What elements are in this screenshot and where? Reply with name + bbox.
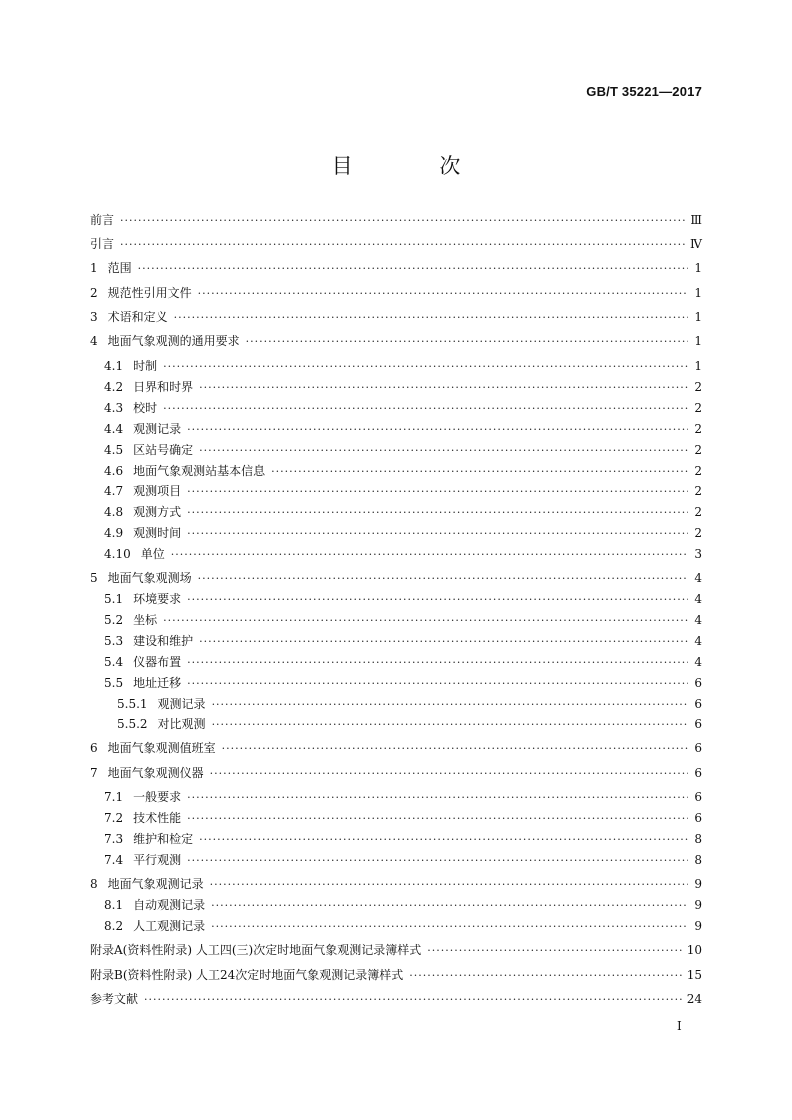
toc-entry-text: 对比观测 — [157, 717, 206, 731]
toc-entry[interactable] — [90, 877, 702, 892]
toc-entry-number: 7.2 — [104, 811, 124, 825]
toc-entry-number: 4.9 — [104, 526, 124, 540]
toc-entry-label — [104, 634, 199, 649]
toc-entry-label — [104, 790, 187, 805]
toc-entry-page: 4 — [694, 592, 702, 606]
toc-entry-text: 人工观测记录 — [133, 919, 206, 933]
toc-entry-label — [90, 334, 246, 349]
toc-entry[interactable] — [90, 359, 702, 374]
dot-leader — [409, 968, 682, 983]
toc-entry[interactable] — [90, 968, 702, 983]
toc-entry-text: 仪器布置 — [133, 655, 182, 669]
toc-entry-number: 5.2 — [104, 613, 124, 627]
toc-entry-number: 4.10 — [104, 547, 131, 561]
toc-entry-text: 区站号确定 — [133, 443, 194, 457]
toc-entry[interactable] — [90, 697, 702, 712]
toc-entry-text: 建设和维护 — [133, 634, 194, 648]
dot-leader — [187, 422, 688, 437]
toc-entry-label — [90, 766, 210, 781]
toc-entry-text: 地面气象观测值班室 — [107, 741, 216, 755]
toc-entry-text: 术语和定义 — [107, 310, 168, 324]
toc-entry-number: 8.2 — [104, 919, 124, 933]
toc-entry[interactable] — [90, 286, 702, 301]
toc-entry-number: 5.3 — [104, 634, 124, 648]
toc-entry-text: 地面气象观测记录 — [107, 877, 204, 891]
toc-entry-number: 4.4 — [104, 422, 124, 436]
toc-entry[interactable] — [90, 717, 702, 732]
dot-leader — [187, 655, 688, 670]
dot-leader — [144, 992, 683, 1007]
toc-entry[interactable] — [90, 547, 702, 562]
standard-number: GB/T 35221—2017 — [586, 84, 702, 99]
toc-entry-number: 5.4 — [104, 655, 124, 669]
toc-entry[interactable] — [90, 811, 702, 826]
dot-leader — [246, 334, 688, 349]
toc-entry-number: 7.4 — [104, 853, 124, 867]
toc-entry-number: 8.1 — [104, 898, 124, 912]
toc-entry-label — [104, 359, 163, 374]
toc-entry-text: 地址迁移 — [133, 676, 182, 690]
toc-entry-page: 4 — [694, 613, 702, 627]
dot-leader — [199, 443, 688, 458]
dot-leader — [210, 766, 688, 781]
toc-entry-label — [104, 919, 211, 934]
page-number: I — [677, 1019, 682, 1033]
toc-entry-number: 4.6 — [104, 464, 124, 478]
toc-entry-label — [104, 380, 199, 395]
toc-entry-page: 6 — [694, 676, 702, 690]
toc-entry-label — [90, 261, 138, 276]
toc-entry-number: 4.2 — [104, 380, 124, 394]
toc-entry-text: 地面气象观测站基本信息 — [133, 464, 266, 478]
dot-leader — [187, 484, 688, 499]
toc-entry[interactable] — [90, 766, 702, 781]
dot-leader — [198, 571, 688, 586]
toc-entry-page: 2 — [694, 526, 702, 540]
toc-entry-page: 8 — [694, 853, 702, 867]
toc-entry[interactable] — [90, 853, 702, 868]
toc-entry-number: 5 — [90, 571, 98, 585]
toc-entry-page: 2 — [694, 380, 702, 394]
toc-entry-label — [104, 547, 171, 562]
toc-entry-label — [104, 898, 211, 913]
toc-entry-label — [90, 741, 222, 756]
toc-entry-label — [104, 676, 187, 691]
toc-entry-page: 6 — [694, 811, 702, 825]
dot-leader — [199, 380, 688, 395]
toc-entry-label — [104, 592, 187, 607]
toc-entry-number: 3 — [90, 310, 98, 324]
toc-entry[interactable] — [90, 484, 702, 499]
toc-entry[interactable] — [90, 526, 702, 541]
toc-entry-text: 观测记录 — [157, 697, 206, 711]
toc-entry[interactable] — [90, 443, 702, 458]
toc-entry[interactable] — [90, 613, 702, 628]
toc-entry-label — [104, 484, 187, 499]
toc-entry-text: 一般要求 — [133, 790, 182, 804]
toc-entry-text: 观测方式 — [133, 505, 182, 519]
toc-entry[interactable] — [90, 898, 702, 913]
toc-entry-label — [104, 655, 187, 670]
toc-entry[interactable] — [90, 464, 702, 479]
toc-entry-number: 1 — [90, 261, 98, 275]
toc-entry-number: 4.3 — [104, 401, 124, 415]
dot-leader — [222, 741, 688, 756]
toc-entry-number: 7.1 — [104, 790, 124, 804]
dot-leader — [187, 811, 688, 826]
toc-entry[interactable] — [90, 334, 702, 349]
dot-leader — [187, 853, 688, 868]
toc-entry-label — [117, 717, 212, 732]
toc-entry-label — [104, 853, 187, 868]
dot-leader — [187, 526, 688, 541]
toc-entry-page: 4 — [694, 571, 702, 585]
toc-entry-label — [90, 571, 198, 586]
toc-entry-page: 6 — [694, 766, 702, 780]
toc-entry[interactable] — [90, 422, 702, 437]
toc-entry-page: 2 — [694, 505, 702, 519]
toc-entry-label — [104, 464, 271, 479]
dot-leader — [187, 592, 688, 607]
toc-entry-label — [90, 237, 120, 252]
toc-entry-number: 2 — [90, 286, 98, 300]
toc-entry-page: 6 — [694, 790, 702, 804]
toc-entry-label — [104, 401, 163, 416]
toc-entry[interactable] — [90, 571, 702, 586]
toc-entry-number: 4 — [90, 334, 98, 348]
toc-entry-label — [117, 697, 212, 712]
toc-entry-page: 2 — [694, 422, 702, 436]
toc-entry-text: 技术性能 — [133, 811, 182, 825]
toc-entry-text: 附录B(资料性附录) 人工24次定时地面气象观测记录簿样式 — [90, 968, 404, 982]
toc-entry-text: 地面气象观测场 — [107, 571, 192, 585]
toc-entry-page: 2 — [694, 443, 702, 457]
toc-entry-number: 7.3 — [104, 832, 124, 846]
dot-leader — [163, 613, 688, 628]
dot-leader — [120, 237, 686, 252]
toc-entry-label — [104, 811, 187, 826]
toc-entry-number: 5.1 — [104, 592, 124, 606]
dot-leader — [171, 547, 688, 562]
toc-entry-text: 坐标 — [133, 613, 158, 627]
toc-entry-page: 2 — [694, 484, 702, 498]
toc-entry-text: 自动观测记录 — [133, 898, 206, 912]
toc-entry-label — [90, 310, 174, 325]
toc-entry[interactable] — [90, 213, 702, 228]
dot-leader — [211, 898, 688, 913]
dot-leader — [163, 401, 688, 416]
toc-entry[interactable] — [90, 832, 702, 847]
toc-entry-text: 校时 — [133, 401, 158, 415]
toc-entry-page: 4 — [694, 634, 702, 648]
toc-entry-page: 1 — [694, 261, 702, 275]
toc-entry-label — [104, 443, 199, 458]
toc-entry-text: 规范性引用文件 — [107, 286, 192, 300]
dot-leader — [199, 832, 688, 847]
toc-entry-page: 9 — [694, 898, 702, 912]
toc-entry-page: 1 — [694, 286, 702, 300]
toc-entry-label — [104, 422, 187, 437]
dot-leader — [198, 286, 688, 301]
toc-entry-text: 范围 — [107, 261, 132, 275]
toc-entry[interactable] — [90, 741, 702, 756]
toc-entry-page: 10 — [686, 943, 702, 957]
toc-entry-label — [90, 213, 120, 228]
toc-entry[interactable] — [90, 261, 702, 276]
toc-entry-page: 8 — [694, 832, 702, 846]
toc-entry-text: 观测项目 — [133, 484, 182, 498]
toc-entry-number: 6 — [90, 741, 98, 755]
toc-entry[interactable] — [90, 592, 702, 607]
toc-entry-page: 24 — [686, 992, 702, 1006]
toc-entry-number: 5.5.2 — [117, 717, 148, 731]
toc-entry-text: 维护和检定 — [133, 832, 194, 846]
toc-entry-page: 2 — [694, 401, 702, 415]
toc-entry[interactable] — [90, 676, 702, 691]
toc-entry-label — [90, 968, 409, 983]
toc-entry[interactable] — [90, 380, 702, 395]
toc-entry-page: 9 — [694, 877, 702, 891]
toc-entry-text: 地面气象观测仪器 — [107, 766, 204, 780]
toc-entry-page: 6 — [694, 697, 702, 711]
toc-entry-number: 5.5.1 — [117, 697, 148, 711]
toc-entry-page: Ⅲ — [690, 213, 702, 227]
dot-leader — [427, 943, 683, 958]
toc-entry[interactable] — [90, 505, 702, 520]
dot-leader — [187, 505, 688, 520]
toc-entry-page: 9 — [694, 919, 702, 933]
toc-entry-page: 1 — [694, 359, 702, 373]
toc-entry-page: 1 — [694, 334, 702, 348]
dot-leader — [271, 464, 688, 479]
toc-entry-page: 15 — [686, 968, 702, 982]
toc-entry-number: 4.5 — [104, 443, 124, 457]
toc-entry-number: 4.8 — [104, 505, 124, 519]
toc-entry-text: 单位 — [140, 547, 165, 561]
toc-entry[interactable] — [90, 943, 702, 958]
dot-leader — [210, 877, 688, 892]
toc-entry-text: 引言 — [90, 237, 115, 251]
toc-entry-page: 6 — [694, 717, 702, 731]
toc-entry[interactable] — [90, 655, 702, 670]
dot-leader — [163, 359, 688, 374]
toc-entry[interactable] — [90, 790, 702, 805]
toc-entry[interactable] — [90, 401, 702, 416]
toc-entry-text: 平行观测 — [133, 853, 182, 867]
toc-entry-number: 7 — [90, 766, 98, 780]
dot-leader — [211, 919, 688, 934]
toc-entry-page: 2 — [694, 464, 702, 478]
toc-entry-label — [90, 943, 427, 958]
toc-entry-text: 参考文献 — [90, 992, 139, 1006]
toc-entry-number: 4.7 — [104, 484, 124, 498]
toc-entry-label — [90, 286, 198, 301]
toc-entry-label — [104, 505, 187, 520]
toc-entry-number: 4.1 — [104, 359, 124, 373]
dot-leader — [120, 213, 686, 228]
page-title: 目 次 — [331, 154, 501, 178]
toc-entry-number: 5.5 — [104, 676, 124, 690]
toc-entry-page: Ⅳ — [690, 237, 702, 251]
toc-entry-page: 6 — [694, 741, 702, 755]
dot-leader — [174, 310, 688, 325]
toc-entry[interactable] — [90, 992, 702, 1007]
toc-entry-text: 观测记录 — [133, 422, 182, 436]
toc-entry-text: 观测时间 — [133, 526, 182, 540]
toc-entry-text: 时制 — [133, 359, 158, 373]
toc-entry-page: 4 — [694, 655, 702, 669]
toc-entry-label — [104, 526, 187, 541]
toc-entry-label — [104, 832, 199, 847]
toc-entry-text: 地面气象观测的通用要求 — [107, 334, 240, 348]
dot-leader — [138, 261, 688, 276]
toc-entry-text: 日界和时界 — [133, 380, 194, 394]
toc-entry[interactable] — [90, 237, 702, 252]
toc-entry[interactable] — [90, 634, 702, 649]
toc-entry[interactable] — [90, 310, 702, 325]
dot-leader — [187, 790, 688, 805]
toc-entry-label — [90, 992, 144, 1007]
dot-leader — [212, 717, 688, 732]
dot-leader — [187, 676, 688, 691]
toc-entry-number: 8 — [90, 877, 98, 891]
toc-entry-text: 附录A(资料性附录) 人工四(三)次定时地面气象观测记录簿样式 — [90, 943, 422, 957]
toc-entry-page: 3 — [694, 547, 702, 561]
dot-leader — [199, 634, 688, 649]
toc-entry-text: 前言 — [90, 213, 115, 227]
toc-entry[interactable] — [90, 919, 702, 934]
toc-entry-label — [90, 877, 210, 892]
toc-entry-text: 环境要求 — [133, 592, 182, 606]
toc-entry-page: 1 — [694, 310, 702, 324]
toc-entry-label — [104, 613, 163, 628]
dot-leader — [212, 697, 688, 712]
